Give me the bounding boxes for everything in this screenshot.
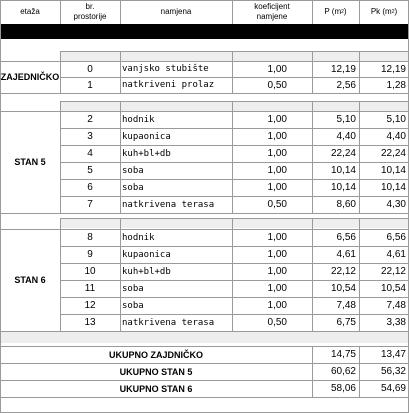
grid-hline bbox=[60, 196, 409, 197]
total-p: 14,75 bbox=[330, 349, 356, 360]
area-pk: 10,54 bbox=[380, 283, 406, 294]
grid-hline bbox=[60, 93, 409, 94]
room-purpose: hodnik bbox=[122, 232, 155, 243]
purpose-coefficient: 1,00 bbox=[267, 283, 287, 294]
grid-hline bbox=[60, 61, 409, 62]
table-row bbox=[0, 77, 409, 93]
grid-hline bbox=[60, 246, 409, 247]
grid-hline bbox=[0, 346, 409, 347]
total-p: 58,06 bbox=[330, 383, 356, 394]
header-p-close: ) bbox=[343, 7, 347, 16]
grid-vline bbox=[312, 0, 313, 24]
grid-hline bbox=[60, 77, 409, 78]
header-pk-sup: 2 bbox=[391, 9, 395, 15]
area-p: 4,61 bbox=[336, 249, 356, 260]
grid-vline bbox=[312, 346, 313, 397]
group-separator bbox=[60, 101, 409, 111]
room-purpose: soba bbox=[122, 283, 144, 294]
table-row bbox=[0, 162, 409, 179]
grid-vline bbox=[232, 0, 233, 24]
table-row bbox=[0, 179, 409, 196]
room-number: 7 bbox=[87, 199, 93, 210]
grid-vline bbox=[359, 51, 360, 93]
room-number: 4 bbox=[87, 148, 93, 159]
header-br-prostorije bbox=[60, 0, 120, 24]
grid-hline bbox=[60, 314, 409, 315]
grid-hline bbox=[60, 280, 409, 281]
grid-hline bbox=[60, 111, 409, 112]
area-pk: 7,48 bbox=[386, 300, 406, 311]
table-row bbox=[0, 128, 409, 145]
total-pk: 13,47 bbox=[380, 349, 406, 360]
area-p: 22,24 bbox=[330, 148, 356, 159]
purpose-coefficient: 1,00 bbox=[267, 266, 287, 277]
purpose-coefficient: 1,00 bbox=[267, 131, 287, 142]
group-label-stan5: STAN 5 bbox=[14, 157, 46, 167]
grid-hline bbox=[0, 111, 60, 112]
area-p: 10,54 bbox=[330, 283, 356, 294]
group-separator bbox=[60, 218, 409, 228]
grid-hline bbox=[0, 229, 60, 230]
group-label-zajednicko: ZAJEDNIČKO bbox=[0, 72, 60, 82]
room-purpose: natkriveni prolaz bbox=[122, 80, 215, 90]
room-number: 5 bbox=[87, 165, 93, 176]
table-row bbox=[0, 61, 409, 77]
area-pk: 22,12 bbox=[380, 266, 406, 277]
purpose-coefficient: 1,00 bbox=[267, 232, 287, 243]
grid-vline bbox=[120, 0, 121, 24]
purpose-coefficient: 0,50 bbox=[267, 317, 287, 328]
grid-vline bbox=[60, 0, 61, 24]
grid-hline bbox=[60, 297, 409, 298]
grid-vline bbox=[120, 51, 121, 93]
area-pk: 4,30 bbox=[386, 199, 406, 210]
table-row bbox=[0, 280, 409, 297]
header-namjena: namjena bbox=[160, 7, 192, 16]
total-label: UKUPNO STAN 6 bbox=[119, 383, 193, 394]
header-koef-line2: namjene bbox=[256, 12, 288, 21]
room-number: 11 bbox=[84, 283, 96, 294]
purpose-coefficient: 1,00 bbox=[267, 165, 287, 176]
area-pk: 4,40 bbox=[386, 131, 406, 142]
room-number: 12 bbox=[84, 300, 96, 311]
total-row bbox=[0, 363, 409, 380]
area-p: 5,10 bbox=[336, 114, 356, 125]
total-row bbox=[0, 380, 409, 397]
header-p-sup: 2 bbox=[341, 9, 344, 15]
header-pk-close: ) bbox=[394, 7, 398, 16]
header-p bbox=[312, 0, 359, 24]
table-row bbox=[0, 145, 409, 162]
area-p: 8,60 bbox=[336, 199, 356, 210]
table-row bbox=[0, 314, 409, 331]
header-koef-line1: koeficijent bbox=[254, 2, 290, 11]
table-header bbox=[0, 0, 409, 24]
area-p: 4,40 bbox=[336, 131, 356, 142]
area-p: 10,14 bbox=[330, 182, 356, 193]
room-number: 3 bbox=[87, 131, 93, 142]
area-pk: 10,14 bbox=[380, 182, 406, 193]
area-pk: 6,56 bbox=[386, 232, 406, 243]
purpose-coefficient: 0,50 bbox=[267, 199, 287, 210]
table-row bbox=[0, 229, 409, 246]
grid-vline bbox=[359, 0, 360, 24]
purpose-coefficient: 1,00 bbox=[267, 63, 287, 75]
area-p: 12,19 bbox=[330, 63, 356, 75]
area-pk: 22,24 bbox=[380, 148, 406, 159]
area-p: 7,48 bbox=[336, 300, 356, 311]
header-p-label: P (m bbox=[324, 7, 342, 16]
room-number: 1 bbox=[87, 79, 93, 91]
room-number: 8 bbox=[87, 232, 93, 243]
grid-top bbox=[0, 0, 409, 1]
room-number: 6 bbox=[87, 182, 93, 193]
area-pk: 5,10 bbox=[386, 114, 406, 125]
grid-hline bbox=[60, 263, 409, 264]
group-separator bbox=[60, 51, 409, 61]
totals-separator bbox=[0, 331, 409, 343]
grid-vline bbox=[312, 51, 313, 93]
purpose-coefficient: 1,00 bbox=[267, 300, 287, 311]
room-purpose: kupaonica bbox=[122, 131, 171, 142]
grid-hline bbox=[60, 128, 409, 129]
header-black-bar bbox=[0, 24, 409, 39]
area-p: 6,56 bbox=[336, 232, 356, 243]
grid-hline bbox=[60, 213, 409, 214]
grid-hline bbox=[0, 397, 409, 398]
group-label-stan6: STAN 6 bbox=[14, 275, 46, 285]
grid-hline bbox=[0, 380, 409, 381]
header-br-line1: br. bbox=[85, 2, 95, 11]
table-row bbox=[0, 246, 409, 263]
area-pk: 3,38 bbox=[386, 317, 406, 328]
area-pk: 4,61 bbox=[386, 249, 406, 260]
area-p: 6,75 bbox=[336, 317, 356, 328]
grid-vline bbox=[232, 51, 233, 93]
header-koeficijent bbox=[232, 0, 312, 24]
grid-hline bbox=[0, 61, 60, 62]
total-label: UKUPNO ZAJDNIČKO bbox=[108, 349, 203, 360]
header-pk bbox=[359, 0, 409, 24]
grid-hline bbox=[60, 331, 409, 332]
room-purpose: kuh+bl+db bbox=[122, 266, 171, 277]
grid-vline bbox=[359, 346, 360, 397]
purpose-coefficient: 0,50 bbox=[267, 79, 287, 91]
room-number: 0 bbox=[87, 63, 93, 75]
header-br-line2: prostorije bbox=[73, 12, 107, 21]
grid-hline bbox=[60, 145, 409, 146]
grid-hline bbox=[60, 229, 409, 230]
area-pk: 1,28 bbox=[386, 79, 406, 91]
area-p: 2,56 bbox=[336, 79, 356, 91]
table-row bbox=[0, 196, 409, 213]
room-purpose: vanjsko stubište bbox=[122, 64, 209, 74]
room-purpose: soba bbox=[122, 300, 144, 311]
grid-vline bbox=[60, 51, 61, 93]
table-row bbox=[0, 297, 409, 314]
room-purpose: kuh+bl+db bbox=[122, 148, 171, 159]
area-p: 22,12 bbox=[330, 266, 356, 277]
room-number: 9 bbox=[87, 249, 93, 260]
room-purpose: kupaonica bbox=[122, 249, 171, 260]
total-label: UKUPNO STAN 5 bbox=[119, 366, 193, 377]
area-p: 10,14 bbox=[330, 165, 356, 176]
room-purpose: hodnik bbox=[122, 114, 155, 125]
room-purpose: natkrivena terasa bbox=[122, 199, 215, 210]
room-purpose: soba bbox=[122, 182, 144, 193]
room-number: 13 bbox=[84, 317, 96, 328]
room-number: 10 bbox=[84, 266, 96, 277]
table-row bbox=[0, 263, 409, 280]
header-pk-label: Pk (m bbox=[370, 7, 392, 16]
total-pk: 56,32 bbox=[380, 366, 406, 377]
area-pk: 12,19 bbox=[380, 63, 406, 75]
room-purpose: natkrivena terasa bbox=[122, 317, 215, 328]
total-row bbox=[0, 346, 409, 363]
grid-hline bbox=[60, 162, 409, 163]
room-number: 2 bbox=[87, 114, 93, 125]
room-purpose: soba bbox=[122, 165, 144, 176]
area-pk: 10,14 bbox=[380, 165, 406, 176]
grid-hline bbox=[0, 363, 409, 364]
purpose-coefficient: 1,00 bbox=[267, 249, 287, 260]
purpose-coefficient: 1,00 bbox=[267, 114, 287, 125]
grid-hline bbox=[60, 179, 409, 180]
header-etaza: etaža bbox=[20, 7, 40, 16]
purpose-coefficient: 1,00 bbox=[267, 148, 287, 159]
purpose-coefficient: 1,00 bbox=[267, 182, 287, 193]
table-row bbox=[0, 111, 409, 128]
total-pk: 54,69 bbox=[380, 383, 406, 394]
total-p: 60,62 bbox=[330, 366, 356, 377]
